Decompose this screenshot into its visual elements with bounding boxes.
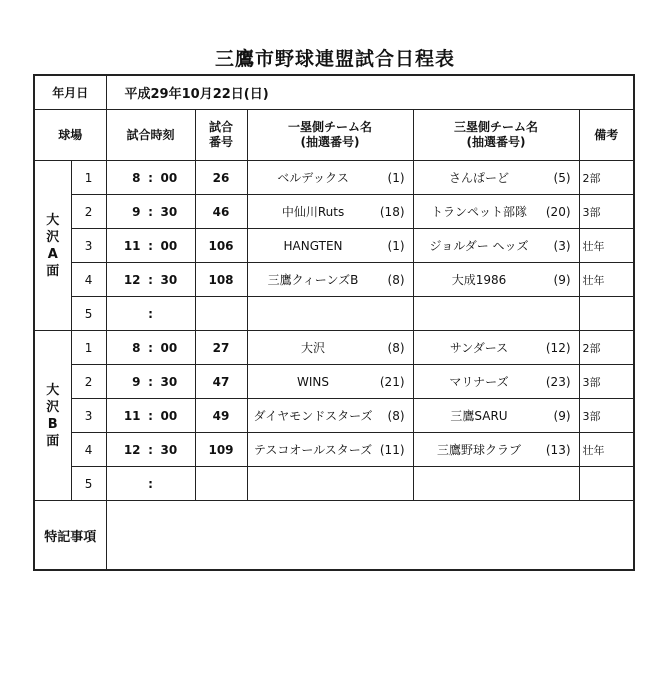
time-colon: : <box>148 476 153 491</box>
game-time <box>106 195 195 229</box>
home-team-name <box>248 297 379 330</box>
time-hour: 8 <box>132 340 141 355</box>
time-hour: 12 <box>123 442 141 457</box>
game-slot-number: 3 <box>71 399 106 433</box>
game-slot-number: 3 <box>71 229 106 263</box>
time-minute: 30 <box>160 204 178 219</box>
time-colon: : <box>148 170 153 185</box>
game-time <box>106 229 195 263</box>
time-colon: : <box>148 306 153 321</box>
remarks-cell <box>579 467 634 501</box>
away-team-name: さんぱーど <box>449 171 510 185</box>
away-draw-number: (12) <box>545 340 571 355</box>
game-number: 26 <box>195 161 247 195</box>
header-game-no: 試合 番号 <box>195 110 247 161</box>
date-value: 平成29年10月22日(日) <box>106 75 634 110</box>
away-team-cell <box>413 195 579 229</box>
game-slot-number: 4 <box>71 433 106 467</box>
away-draw-number: (13) <box>545 442 571 457</box>
home-team-cell <box>247 433 413 467</box>
home-team-name: テスコオールスターズ <box>253 443 373 457</box>
date-label: 年月日 <box>34 75 106 110</box>
remarks-cell: 2部 <box>579 331 634 365</box>
game-row <box>34 365 634 399</box>
home-draw-number: (8) <box>387 272 405 287</box>
game-time <box>106 399 195 433</box>
time-hour: 9 <box>132 204 141 219</box>
header-remarks: 備考 <box>579 110 634 161</box>
away-draw-number: (9) <box>553 408 571 423</box>
game-time <box>106 331 195 365</box>
time-colon: : <box>148 204 153 219</box>
away-team-cell <box>413 297 579 331</box>
time-hour: 12 <box>123 272 141 287</box>
home-team-name: 大沢 <box>301 341 326 355</box>
court-name: 大 沢 B 面 <box>34 331 71 501</box>
game-number <box>195 467 247 501</box>
home-team-name: WINS <box>297 374 330 389</box>
header-row <box>34 110 634 161</box>
away-team-name: サンダース <box>449 341 509 355</box>
remarks-cell: 3部 <box>579 195 634 229</box>
time-minute: 00 <box>160 340 178 355</box>
header-away-team: 三塁側チーム名 (抽選番号) <box>413 110 579 161</box>
remarks-cell: 3部 <box>579 399 634 433</box>
away-team-name: マリナーズ <box>449 375 509 389</box>
time-minute: 00 <box>160 170 178 185</box>
time-colon: : <box>148 272 153 287</box>
home-draw-number: (8) <box>387 340 405 355</box>
game-number: 109 <box>195 433 247 467</box>
schedule-table <box>33 74 635 571</box>
away-team-name: 三鷹SARU <box>450 409 508 423</box>
time-hour: 9 <box>132 374 141 389</box>
time-minute: 00 <box>160 408 178 423</box>
remarks-cell: 壮年 <box>579 263 634 297</box>
away-team-cell <box>413 399 579 433</box>
game-number: 106 <box>195 229 247 263</box>
away-draw-number: (5) <box>553 170 571 185</box>
game-row <box>34 195 634 229</box>
remarks-cell <box>579 297 634 331</box>
home-draw-number: (1) <box>387 238 405 253</box>
game-number <box>195 297 247 331</box>
away-team-cell <box>413 433 579 467</box>
remarks-cell: 壮年 <box>579 229 634 263</box>
game-row <box>34 161 634 195</box>
home-team-cell <box>247 297 413 331</box>
header-venue: 球場 <box>34 110 106 161</box>
home-team-cell <box>247 467 413 501</box>
away-draw-number: (20) <box>545 204 571 219</box>
game-number: 27 <box>195 331 247 365</box>
home-team-name <box>248 467 379 500</box>
time-colon: : <box>148 238 153 253</box>
away-team-cell <box>413 331 579 365</box>
game-slot-number: 1 <box>71 331 106 365</box>
home-draw-number: (21) <box>379 374 405 389</box>
game-time <box>106 263 195 297</box>
home-team-cell <box>247 195 413 229</box>
time-colon: : <box>148 374 153 389</box>
game-row <box>34 263 634 297</box>
away-team-name: 三鷹野球クラブ <box>437 443 522 457</box>
home-draw-number: (18) <box>379 204 405 219</box>
home-draw-number: (11) <box>379 442 405 457</box>
game-number: 46 <box>195 195 247 229</box>
home-team-name: ダイヤモンドスターズ <box>253 409 373 423</box>
time-colon: : <box>148 408 153 423</box>
away-team-cell <box>413 161 579 195</box>
away-team-cell <box>413 263 579 297</box>
notes-value <box>106 501 634 571</box>
game-row <box>34 467 634 501</box>
time-hour: 11 <box>123 238 141 253</box>
game-slot-number: 2 <box>71 365 106 399</box>
time-minute: 30 <box>160 374 178 389</box>
notes-row <box>34 501 634 571</box>
court-name: 大 沢 A 面 <box>34 161 71 331</box>
game-slot-number: 2 <box>71 195 106 229</box>
home-team-cell <box>247 263 413 297</box>
game-slot-number: 1 <box>71 161 106 195</box>
away-team-name <box>414 467 545 500</box>
game-row <box>34 433 634 467</box>
remarks-cell: 3部 <box>579 365 634 399</box>
time-minute: 30 <box>160 442 178 457</box>
away-team-cell <box>413 365 579 399</box>
game-row <box>34 229 634 263</box>
remarks-cell: 2部 <box>579 161 634 195</box>
game-slot-number: 5 <box>71 297 106 331</box>
game-time <box>106 161 195 195</box>
game-slot-number: 4 <box>71 263 106 297</box>
time-hour: 11 <box>123 408 141 423</box>
home-team-name: ベルデックス <box>277 171 349 185</box>
home-team-name: HANGTEN <box>283 238 343 253</box>
remarks-cell: 壮年 <box>579 433 634 467</box>
home-draw-number: (8) <box>387 408 405 423</box>
time-minute: 00 <box>160 238 178 253</box>
game-row <box>34 297 634 331</box>
game-time <box>106 467 195 501</box>
away-draw-number: (3) <box>553 238 571 253</box>
time-minute: 30 <box>160 272 178 287</box>
away-team-name: トランペット部隊 <box>431 205 528 219</box>
away-draw-number: (23) <box>545 374 571 389</box>
game-time <box>106 297 195 331</box>
header-home-team: 一塁側チーム名 (抽選番号) <box>247 110 413 161</box>
notes-label: 特記事項 <box>34 501 106 571</box>
home-team-cell <box>247 331 413 365</box>
away-team-name: ジョルダー ヘッズ <box>429 239 529 253</box>
home-team-cell <box>247 161 413 195</box>
game-row <box>34 331 634 365</box>
home-draw-number: (1) <box>387 170 405 185</box>
time-hour: 8 <box>132 170 141 185</box>
game-number: 49 <box>195 399 247 433</box>
game-number: 108 <box>195 263 247 297</box>
time-colon: : <box>148 442 153 457</box>
home-team-cell <box>247 399 413 433</box>
away-team-name: 大成1986 <box>451 273 507 287</box>
away-team-name <box>414 297 545 330</box>
date-row <box>34 75 634 110</box>
game-number: 47 <box>195 365 247 399</box>
away-draw-number: (9) <box>553 272 571 287</box>
game-time <box>106 433 195 467</box>
game-time <box>106 365 195 399</box>
home-team-cell <box>247 229 413 263</box>
away-team-cell <box>413 229 579 263</box>
game-row <box>34 399 634 433</box>
home-team-name: 中仙川Ruts <box>281 205 345 219</box>
home-team-cell <box>247 365 413 399</box>
game-slot-number: 5 <box>71 467 106 501</box>
away-team-cell <box>413 467 579 501</box>
time-colon: : <box>148 340 153 355</box>
page-title: 三鷹市野球連盟試合日程表 <box>214 48 455 70</box>
home-team-name: 三鷹クィーンズB <box>267 273 359 287</box>
header-time: 試合時刻 <box>106 110 195 161</box>
